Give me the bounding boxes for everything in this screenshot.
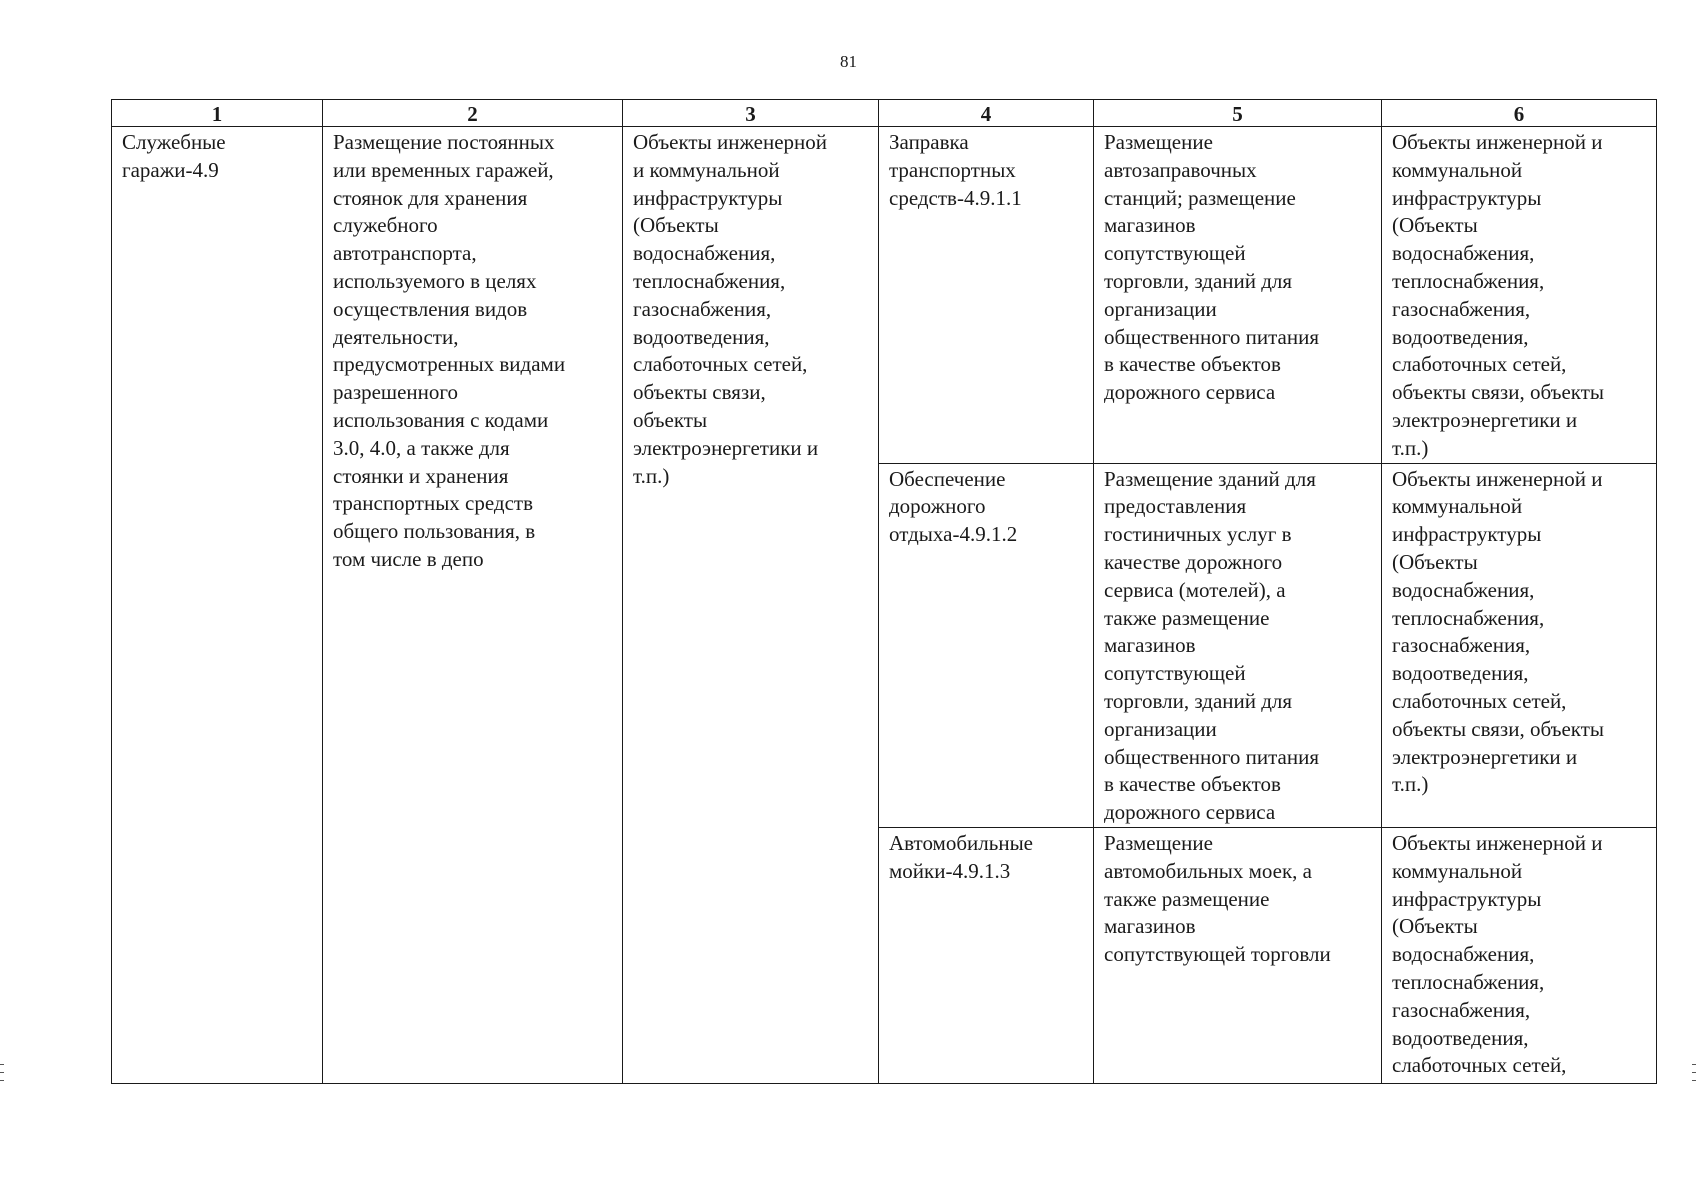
zoning-table	[111, 99, 1657, 1084]
subuse-objects: Объекты инженерной и коммунальной инфраструктуры (Объекты водоснабжения, теплоснабжения, газоснабжения, водоотведения, слаботочных сетей, объекты связи, объекты электроэнергетики и т.п.)	[1392, 466, 1605, 797]
column-header-6: 6	[1382, 100, 1657, 127]
scan-margin-mark-left	[0, 1072, 4, 1073]
scan-margin-mark-right	[1692, 1064, 1696, 1065]
subuse-description: Размещение автомобильных моек, а также размещение магазинов сопутствующей торговли	[1104, 830, 1331, 967]
page-number: 81	[840, 52, 857, 71]
main-use-objects: Объекты инженерной и коммунальной инфраструктуры (Объекты водоснабжения, теплоснабжения, газоснабжения, водоотведения, слаботочных сетей, объекты связи, объекты электроэнергетики и т.п.)	[633, 130, 828, 488]
table-header-row	[112, 100, 1657, 127]
subuse-description-cell	[1094, 827, 1382, 1083]
subuse-description-cell	[1094, 127, 1382, 464]
table-row	[112, 127, 1657, 464]
main-use-name-cell	[112, 127, 323, 1084]
scan-margin-mark-right	[1692, 1072, 1696, 1073]
subuse-description-cell	[1094, 463, 1382, 827]
subuse-objects-cell	[1382, 463, 1657, 827]
scan-margin-mark-right	[1692, 1080, 1696, 1081]
subuse-description: Размещение автозаправочных станций; размещение магазинов сопутствующей торговли, зданий для организации общественного питания в качестве объектов дорожного сервиса	[1104, 130, 1319, 405]
column-header-5: 5	[1094, 100, 1382, 127]
main-use-name: Служебные гаражи-4.9	[122, 130, 226, 182]
scan-margin-mark-left	[0, 1064, 4, 1065]
column-header-2: 2	[323, 100, 623, 127]
subuse-name: Обеспечение дорожного отдыха-4.9.1.2	[889, 466, 1018, 547]
scan-margin-mark-left	[0, 1080, 4, 1081]
subuse-name: Заправка транспортных средств-4.9.1.1	[889, 130, 1022, 210]
subuse-description: Размещение зданий для предоставления гостиничных услуг в качестве дорожного сервиса (мотелей), а также размещение магазинов сопутствующей торговли, зданий для организации общественного питания в качестве объектов дорожного сервиса	[1104, 466, 1319, 825]
subuse-name-cell	[879, 127, 1094, 464]
main-use-objects-cell	[623, 127, 879, 1084]
subuse-objects: Объекты инженерной и коммунальной инфраструктуры (Объекты водоснабжения, теплоснабжения, газоснабжения, водоотведения, слаботочных сетей, объекты связи, объекты электроэнергетики и т.п.)	[1392, 130, 1605, 460]
subuse-objects-cell	[1382, 827, 1657, 1083]
subuse-objects: Объекты инженерной и коммунальной инфраструктуры (Объекты водоснабжения, теплоснабжения, газоснабжения, водоотведения, слаботочных сетей,	[1392, 830, 1603, 1078]
main-use-description-cell	[323, 127, 623, 1084]
column-header-4: 4	[879, 100, 1094, 127]
subuse-name-cell	[879, 827, 1094, 1083]
column-header-3: 3	[623, 100, 879, 127]
column-header-1: 1	[112, 100, 323, 127]
subuse-name-cell	[879, 463, 1094, 827]
subuse-name: Автомобильные мойки-4.9.1.3	[889, 830, 1033, 883]
subuse-objects-cell	[1382, 127, 1657, 464]
main-use-description: Размещение постоянных или временных гаражей, стоянок для хранения служебного автотранспорта, используемого в целях осуществления видов деятельности, предусмотренных видами разрешенного использования с кодами 3.0, 4.0, а также для стоянки и хранения транспортных средств общего пользования, в том числе в депо	[333, 130, 566, 571]
